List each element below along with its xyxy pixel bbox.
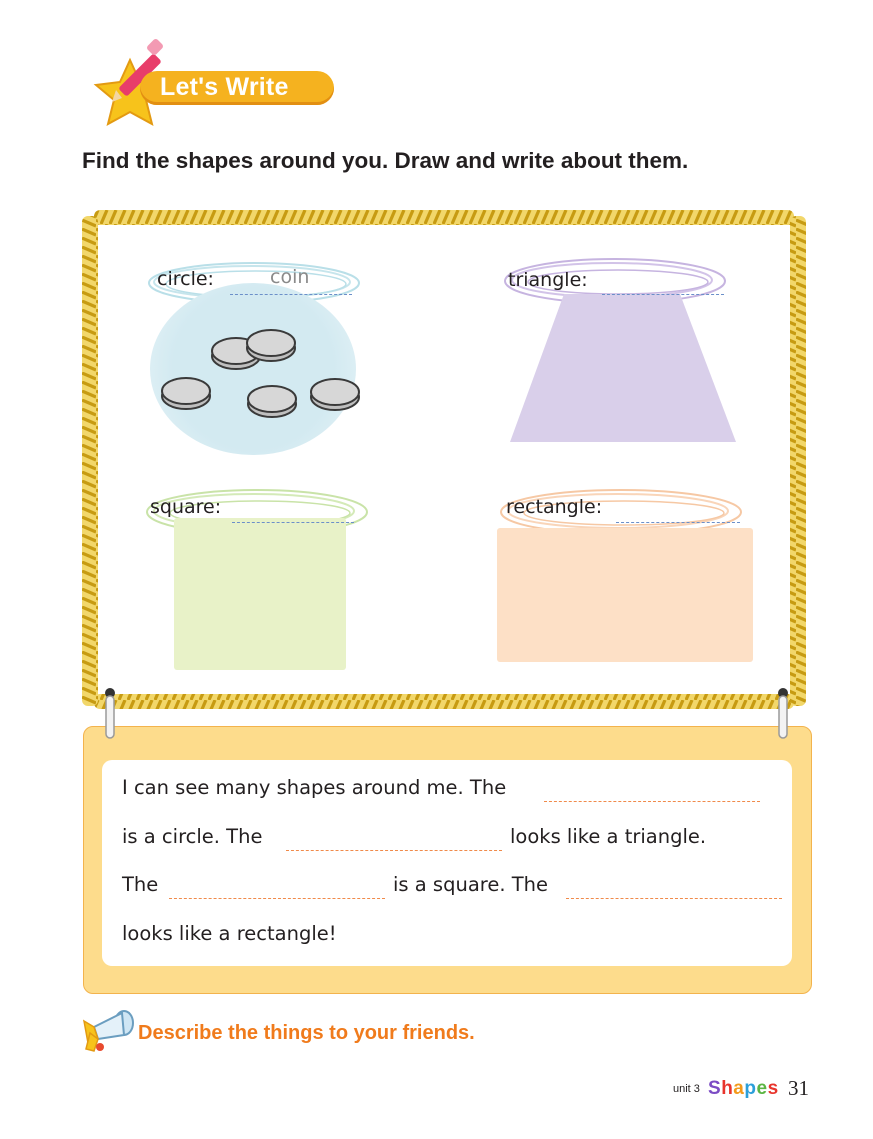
sentence-line-4: looks like a rectangle! xyxy=(122,922,337,945)
instruction-text: Find the shapes around you. Draw and write about them. xyxy=(82,148,689,173)
sentence-line-2b: looks like a triangle. xyxy=(510,825,707,848)
rectangle-background xyxy=(497,528,753,662)
square-answer-line[interactable] xyxy=(232,522,354,523)
footer-title: Shapes xyxy=(708,1078,779,1099)
badge-label: Let's Write xyxy=(160,73,289,101)
circle-label: circle: xyxy=(157,268,214,290)
blank-circle-item[interactable] xyxy=(544,801,760,802)
sentence-line-1: I can see many shapes around me. The xyxy=(122,776,507,799)
footer-unit: unit 3 xyxy=(673,1083,700,1095)
right-hanger-icon xyxy=(776,686,790,742)
rectangle-label: rectangle: xyxy=(506,496,603,518)
page-number: 31 xyxy=(788,1076,809,1100)
circle-answer-line[interactable] xyxy=(230,294,352,295)
sentence-line-3a: The xyxy=(122,873,159,896)
blank-square-item[interactable] xyxy=(169,898,385,899)
coins-icon xyxy=(156,326,366,426)
triangle-answer-line[interactable] xyxy=(602,294,724,295)
square-background xyxy=(174,518,346,670)
blank-triangle-item[interactable] xyxy=(286,850,502,851)
triangle-label: triangle: xyxy=(508,269,588,291)
square-label: square: xyxy=(150,496,222,518)
blank-rectangle-item[interactable] xyxy=(566,898,782,899)
sentence-line-3b: is a square. The xyxy=(393,873,549,896)
speaking-prompt: Describe the things to your friends. xyxy=(138,1022,475,1044)
megaphone-icon xyxy=(80,1005,136,1057)
rectangle-answer-line[interactable] xyxy=(616,522,740,523)
circle-answer[interactable]: coin xyxy=(270,266,310,288)
triangle-background xyxy=(504,286,744,446)
sentence-line-2a: is a circle. The xyxy=(122,825,263,848)
left-hanger-icon xyxy=(103,686,117,742)
